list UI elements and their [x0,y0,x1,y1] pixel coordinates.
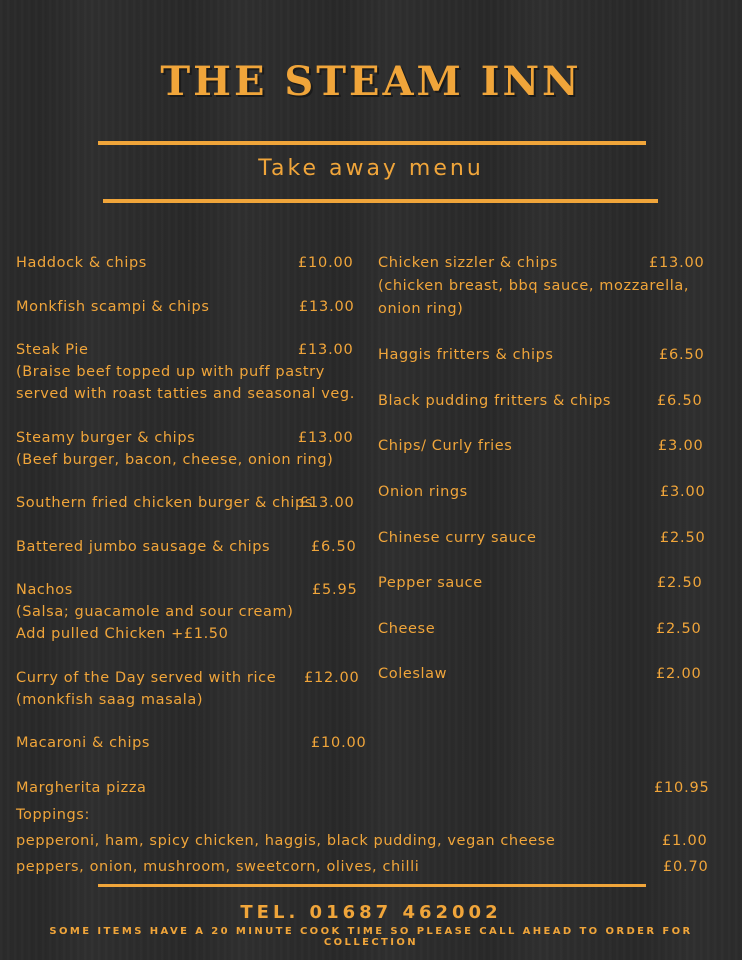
menu-item-name: Haddock & chips [16,255,147,271]
menu-item-description: (Braise beef topped up with puff pastry [16,364,325,380]
menu-item-name: Nachos [16,582,73,598]
menu-item-price: £2.50 [660,530,706,546]
menu-item-price: £13.00 [299,495,355,511]
menu-item-description: (monkfish saag masala) [16,692,204,708]
footer-divider [98,884,646,887]
menu-item-description: onion ring) [378,301,464,317]
menu-item-price: £2.50 [656,621,702,637]
menu-item-price: £13.00 [649,255,705,271]
menu-item-name: Black pudding fritters & chips [378,393,612,409]
menu-item-price: £5.95 [312,582,358,598]
menu-item-price: £2.50 [657,575,703,591]
menu-item-name: Onion rings [378,484,468,500]
menu-item-name: Chips/ Curly fries [378,438,513,454]
cook-time-notice: SOME ITEMS HAVE A 20 MINUTE COOK TIME SO PLEASE CALL AHEAD TO ORDER FOR COLLECTION [49,926,693,948]
header-divider-bottom [103,199,658,203]
header-divider-top [98,141,646,145]
menu-item-description: (Beef burger, bacon, cheese, onion ring) [16,452,334,468]
toppings-list: peppers, onion, mushroom, sweetcorn, olives, chilli [16,859,420,875]
menu-item-name: Curry of the Day served with rice [16,670,277,686]
menu-item-price: £6.50 [311,539,357,555]
toppings-price: £1.00 [662,833,708,849]
menu-item-name: Haggis fritters & chips [378,347,554,363]
menu-item-price: £10.00 [298,255,354,271]
pizza-name: Margherita pizza [16,780,147,796]
menu-item-price: £13.00 [298,342,354,358]
menu-item-price: £3.00 [658,438,704,454]
restaurant-title: THE STEAM INN [160,58,582,105]
menu-item-price: £6.50 [659,347,705,363]
telephone-number: TEL. 01687 462002 [240,902,502,923]
menu-item-name: Battered jumbo sausage & chips [16,539,271,555]
menu-item-name: Steak Pie [16,342,89,358]
menu-item-description: (chicken breast, bbq sauce, mozzarella, [378,278,690,294]
menu-item-price: £10.00 [311,735,367,751]
menu-item-price: £2.00 [656,666,702,682]
menu-item-price: £12.00 [304,670,360,686]
menu-item-addon: Add pulled Chicken +£1.50 [16,626,229,642]
menu-item-description: (Salsa; guacamole and sour cream) [16,604,294,620]
menu-item-name: Southern fried chicken burger & chips [16,495,314,511]
menu-item-name: Steamy burger & chips [16,430,196,446]
menu-item-name: Cheese [378,621,436,637]
menu-item-price: £6.50 [657,393,703,409]
menu-item-name: Macaroni & chips [16,735,151,751]
toppings-list: pepperoni, ham, spicy chicken, haggis, black pudding, vegan cheese [16,833,556,849]
menu-item-name: Monkfish scampi & chips [16,299,210,315]
menu-item-name: Chinese curry sauce [378,530,537,546]
menu-item-price: £3.00 [660,484,706,500]
toppings-label: Toppings: [16,807,90,823]
menu-item-description: served with roast tatties and seasonal veg. [16,386,355,402]
menu-item-name: Coleslaw [378,666,448,682]
menu-subtitle: Take away menu [258,156,484,181]
menu-item-name: Pepper sauce [378,575,483,591]
menu-item-price: £13.00 [299,299,355,315]
toppings-price: £0.70 [663,859,709,875]
menu-item-name: Chicken sizzler & chips [378,255,558,271]
menu-item-price: £13.00 [298,430,354,446]
pizza-price: £10.95 [654,780,710,796]
